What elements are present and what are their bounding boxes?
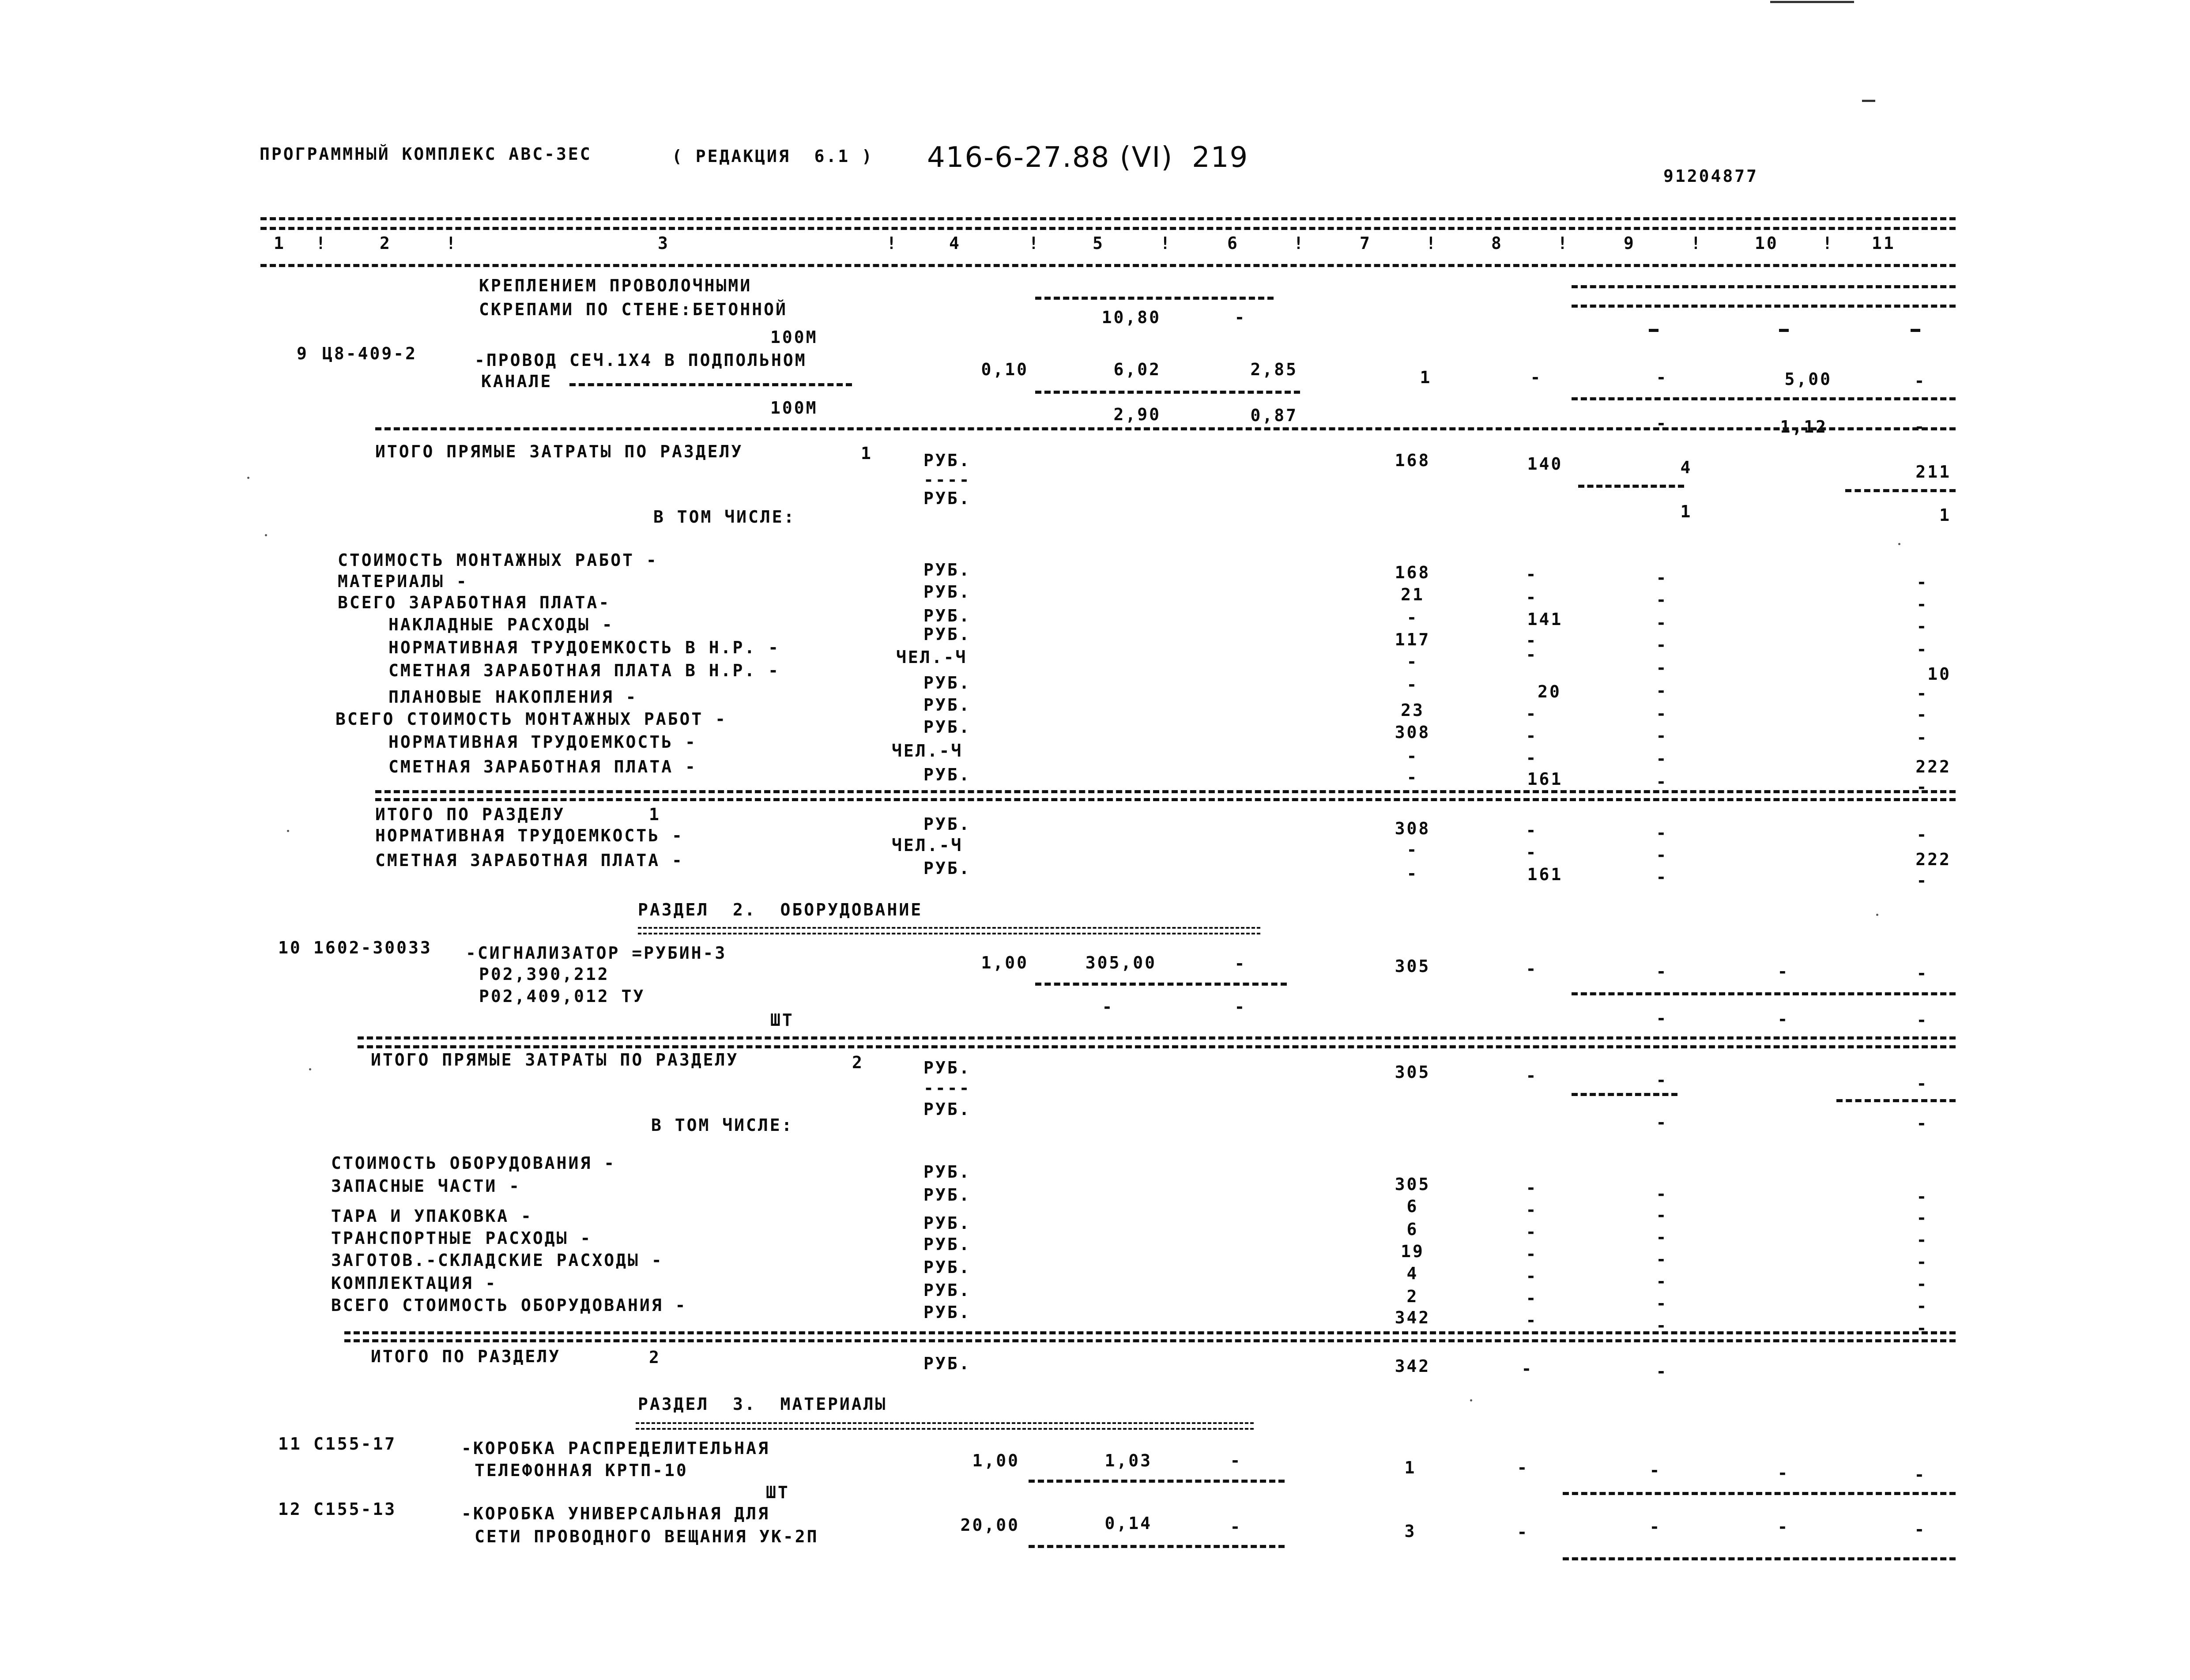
- breakdown-col7: 4: [1406, 1264, 1419, 1283]
- section2-direct-col11: -: [1916, 1074, 1929, 1093]
- item12-number: 12: [278, 1499, 302, 1519]
- item11-description-line1: -КОРОБКА РАСПРЕДЕЛИТЕЛЬНАЯ: [461, 1439, 770, 1458]
- item10-price-rule: [1035, 983, 1287, 986]
- column-header-4: 4: [949, 234, 961, 253]
- item10-right-rule: [1572, 992, 1956, 995]
- section1-direct-col11-b: 1: [1939, 505, 1951, 525]
- section1-including-label: В ТОМ ЧИСЛЕ:: [653, 507, 796, 527]
- project-code: 416-6-27.88 (VI): [927, 141, 1173, 174]
- breakdown-col11: -: [1916, 1187, 1929, 1206]
- total-col7: -: [1406, 840, 1419, 859]
- section1-direct-unit: РУБ.: [923, 451, 971, 470]
- breakdown-label: СТОИМОСТЬ ОБОРУДОВАНИЯ -: [331, 1153, 616, 1173]
- breakdown-col9: -: [1656, 1316, 1668, 1335]
- item9-sub5: 2,90: [1113, 405, 1161, 424]
- column-header-sep: !: [1822, 234, 1834, 253]
- item12-code: С155-13: [313, 1499, 397, 1519]
- breakdown-col7: -: [1406, 608, 1419, 627]
- item10-description-line2: Р02,390,212: [479, 964, 610, 984]
- column-header-7: 7: [1360, 234, 1372, 253]
- program-title: ПРОГРАММНЫЙ КОМПЛЕКС АВС-3ЕС: [260, 144, 592, 164]
- item10-col11: -: [1916, 964, 1929, 983]
- breakdown-col9: -: [1656, 1250, 1668, 1269]
- total-col7: 308: [1395, 819, 1431, 838]
- section2-total-unit: РУБ.: [923, 1354, 971, 1373]
- total-label: НОРМАТИВНАЯ ТРУДОЕМКОСТЬ -: [375, 826, 684, 845]
- breakdown-col8: -: [1526, 631, 1538, 650]
- breakdown-col7: 19: [1401, 1242, 1425, 1261]
- breakdown-col8: -: [1526, 1266, 1538, 1286]
- item8-col6: -: [1234, 308, 1247, 327]
- column-header-11: 11: [1872, 234, 1896, 253]
- total-unit: РУБ.: [923, 814, 971, 834]
- breakdown-col11: -: [1916, 1230, 1929, 1250]
- section3-title-underline: [636, 1422, 1254, 1430]
- item11-price-rule: [1029, 1480, 1285, 1483]
- item12-description-line1: -КОРОБКА УНИВЕРСАЛЬНАЯ ДЛЯ: [461, 1504, 770, 1523]
- breakdown-col8: 161: [1527, 769, 1563, 789]
- breakdown-label: СМЕТНАЯ ЗАРАБОТНАЯ ПЛАТА -: [388, 757, 697, 776]
- table-top-rule-2: [260, 227, 1956, 230]
- section2-direct-col9-b: -: [1656, 1113, 1668, 1132]
- item11-col7: 1: [1404, 1458, 1417, 1477]
- item10-sub6: -: [1234, 997, 1247, 1017]
- item9-right-rule: [1572, 397, 1956, 400]
- item10-sub9: -: [1656, 1009, 1668, 1028]
- section2-title: РАЗДЕЛ 2. ОБОРУДОВАНИЕ: [638, 900, 923, 919]
- breakdown-label: ВСЕГО СТОИМОСТЬ МОНТАЖНЫХ РАБОТ -: [335, 709, 727, 729]
- section2-direct-col7: 305: [1395, 1062, 1431, 1082]
- breakdown-col9: -: [1656, 1184, 1668, 1204]
- item9-code: Ц8-409-2: [322, 344, 418, 363]
- breakdown-col9: -: [1656, 658, 1668, 678]
- item10-col9: -: [1656, 962, 1668, 981]
- item12-description-line2: СЕТИ ПРОВОДНОГО ВЕЩАНИЯ УК-2П: [475, 1527, 819, 1546]
- breakdown-col11: -: [1916, 1318, 1929, 1338]
- item11-price: 1,03: [1104, 1451, 1152, 1470]
- section2-direct-top-rule-2: [358, 1045, 1956, 1048]
- total-col9: -: [1656, 823, 1668, 843]
- section2-direct-number: 2: [852, 1053, 864, 1072]
- column-header-sep: !: [1557, 234, 1569, 253]
- section2-direct-top-rule: [358, 1036, 1956, 1040]
- item8-col9-dash: [1649, 329, 1659, 332]
- section3-title: РАЗДЕЛ 3. МАТЕРИАЛЫ: [638, 1394, 887, 1414]
- breakdown-col7: 305: [1395, 1175, 1431, 1194]
- item11-unit: ШТ: [766, 1483, 790, 1502]
- item10-col8: -: [1526, 959, 1538, 979]
- breakdown-col7: 117: [1395, 630, 1431, 649]
- breakdown-label: СТОИМОСТЬ МОНТАЖНЫХ РАБОТ -: [338, 550, 658, 570]
- total-col8: -: [1526, 821, 1538, 840]
- item12-right-rule: [1563, 1557, 1956, 1560]
- breakdown-col9: -: [1656, 1228, 1668, 1247]
- section2-total-col9: -: [1656, 1362, 1668, 1381]
- breakdown-unit: РУБ.: [923, 606, 971, 625]
- item9-col9: -: [1656, 368, 1668, 387]
- column-header-5: 5: [1093, 234, 1104, 253]
- breakdown-unit: РУБ.: [923, 1185, 971, 1205]
- breakdown-unit: ЧЕЛ.-Ч: [892, 741, 963, 761]
- total-col9: -: [1656, 845, 1668, 865]
- column-header-sep: !: [446, 234, 458, 253]
- column-header-8: 8: [1491, 234, 1503, 253]
- section1-direct-col11: 211: [1915, 462, 1951, 482]
- column-header-3: 3: [658, 234, 670, 253]
- total-unit: РУБ.: [923, 859, 971, 878]
- scan-speck: [1470, 1399, 1472, 1401]
- item8-unit-price: 10,80: [1101, 308, 1161, 327]
- top-right-mark: [1862, 100, 1875, 102]
- item9-price: 6,02: [1113, 360, 1161, 379]
- item11-number: 11: [278, 1434, 302, 1454]
- breakdown-col8: -: [1526, 1288, 1538, 1308]
- breakdown-unit: РУБ.: [923, 765, 971, 784]
- item12-qty: 20,00: [960, 1515, 1020, 1535]
- breakdown-label: НАКЛАДНЫЕ РАСХОДЫ -: [388, 615, 614, 634]
- breakdown-col8: -: [1526, 748, 1538, 768]
- breakdown-unit: РУБ.: [923, 1235, 971, 1254]
- scan-speck: [309, 1068, 311, 1070]
- section2-total-top-rule-2: [344, 1339, 1956, 1342]
- section1-total-top-rule-2: [375, 798, 1956, 801]
- item10-col6: -: [1234, 954, 1247, 973]
- section2-total-number: 2: [649, 1348, 661, 1367]
- breakdown-unit: РУБ.: [923, 717, 971, 737]
- section1-direct-col9-b: 1: [1680, 502, 1692, 521]
- column-header-sep: !: [1160, 234, 1172, 253]
- section1-direct-col9-rule: [1578, 485, 1684, 488]
- section1-total-top-rule: [375, 790, 1956, 793]
- column-header-10: 10: [1755, 234, 1779, 253]
- section2-total-col8: -: [1521, 1359, 1534, 1379]
- breakdown-col7: 21: [1401, 585, 1425, 604]
- breakdown-col8: -: [1526, 1178, 1538, 1198]
- item12-col10: -: [1777, 1517, 1790, 1537]
- breakdown-col8: -: [1526, 1222, 1538, 1242]
- item11-col6: -: [1230, 1451, 1242, 1470]
- breakdown-label: СМЕТНАЯ ЗАРАБОТНАЯ ПЛАТА В Н.Р. -: [388, 661, 780, 680]
- column-header-sep: !: [1691, 234, 1703, 253]
- item9-sub10: 1,12: [1780, 417, 1828, 437]
- section2-total-col7: 342: [1395, 1356, 1431, 1376]
- breakdown-col7: 308: [1395, 723, 1431, 742]
- section2-title-underline: [638, 927, 1260, 934]
- item11-description-line2: ТЕЛЕФОННАЯ КРТП-10: [475, 1461, 688, 1480]
- item10-number: 10: [278, 938, 302, 957]
- breakdown-col11: -: [1916, 684, 1929, 703]
- breakdown-unit: РУБ.: [923, 673, 971, 693]
- item10-unit: ШТ: [770, 1010, 794, 1030]
- item12-price: 0,14: [1104, 1514, 1152, 1533]
- breakdown-label: ВСЕГО СТОИМОСТЬ ОБОРУДОВАНИЯ -: [331, 1296, 687, 1315]
- column-header-9: 9: [1624, 234, 1636, 253]
- breakdown-col9: -: [1656, 635, 1668, 655]
- breakdown-col7: -: [1406, 746, 1419, 766]
- breakdown-col11: -: [1916, 705, 1929, 724]
- breakdown-col8: 20: [1538, 682, 1561, 701]
- breakdown-col9: -: [1656, 1294, 1668, 1313]
- breakdown-col11: -: [1916, 777, 1929, 797]
- item12-price-rule: [1029, 1545, 1285, 1548]
- item9-sub9: -: [1656, 414, 1668, 433]
- breakdown-label: ВСЕГО ЗАРАБОТНАЯ ПЛАТА-: [338, 593, 611, 612]
- breakdown-col7: 2: [1406, 1287, 1419, 1306]
- section1-direct-col8: 140: [1527, 454, 1563, 474]
- table-top-rule: [260, 217, 1956, 220]
- document-number: 91204877: [1663, 166, 1759, 186]
- section2-total-label: ИТОГО ПО РАЗДЕЛУ: [371, 1347, 561, 1366]
- item11-right-rule: [1563, 1492, 1956, 1495]
- total-col8: 161: [1527, 865, 1563, 884]
- item8-right-rule: [1572, 305, 1956, 308]
- item12-col11: -: [1914, 1520, 1926, 1539]
- edition-label: ( РЕДАКЦИЯ 6.1 ): [672, 147, 874, 166]
- breakdown-unit: РУБ.: [923, 560, 971, 580]
- item12-col7: 3: [1404, 1522, 1417, 1541]
- item9-sub11: -: [1914, 417, 1926, 437]
- breakdown-unit: РУБ.: [923, 695, 971, 715]
- column-header-sep: !: [1426, 234, 1438, 253]
- breakdown-col8: -: [1526, 588, 1538, 607]
- column-header-2: 2: [380, 234, 392, 253]
- item11-col11: -: [1914, 1465, 1926, 1484]
- column-header-1: 1: [274, 234, 286, 253]
- scan-speck: [1876, 914, 1878, 916]
- breakdown-col8: -: [1526, 704, 1538, 723]
- breakdown-col7: 168: [1395, 563, 1431, 582]
- breakdown-unit: РУБ.: [923, 582, 971, 602]
- section1-direct-dash: ----: [923, 470, 971, 490]
- breakdown-col9: -: [1656, 772, 1668, 791]
- section2-direct-col11-rule: [1836, 1099, 1956, 1102]
- breakdown-col7: -: [1406, 768, 1419, 787]
- item8-price-rule: [1035, 297, 1274, 300]
- item11-code: С155-17: [313, 1434, 397, 1454]
- item9-leader-rule: [569, 383, 852, 386]
- breakdown-col11: -: [1916, 595, 1929, 614]
- item12-col6: -: [1230, 1517, 1242, 1537]
- total-col11: -: [1916, 871, 1929, 890]
- item10-qty: 1,00: [981, 953, 1029, 972]
- item10-sub11: -: [1916, 1010, 1929, 1030]
- breakdown-col11: -: [1916, 617, 1929, 636]
- breakdown-unit: ЧЕЛ.-Ч: [896, 648, 968, 667]
- item9-description-line1: -ПРОВОД СЕЧ.1Х4 В ПОДПОЛЬНОМ: [475, 350, 807, 370]
- scan-speck: [265, 534, 267, 536]
- breakdown-col8: -: [1526, 565, 1538, 584]
- breakdown-col7: 342: [1395, 1308, 1431, 1327]
- item9-price-rule: [1035, 391, 1300, 394]
- breakdown-label: ЗАПАСНЫЕ ЧАСТИ -: [331, 1176, 521, 1196]
- breakdown-unit: РУБ.: [923, 1281, 971, 1300]
- top-edge-rule: [1770, 1, 1854, 3]
- item10-col7: 305: [1395, 957, 1431, 976]
- breakdown-label: МАТЕРИАЛЫ -: [338, 572, 468, 591]
- breakdown-label: ЗАГОТОВ.-СКЛАДСКИЕ РАСХОДЫ -: [331, 1251, 663, 1270]
- item9-unit: 100М: [770, 398, 818, 418]
- breakdown-col9: -: [1656, 1205, 1668, 1225]
- item9-col8: -: [1530, 368, 1542, 387]
- breakdown-col7: -: [1406, 652, 1419, 671]
- item8-upper-rule: [1572, 285, 1956, 288]
- item11-col10: -: [1777, 1463, 1790, 1483]
- section1-total-number: 1: [649, 805, 661, 824]
- section1-direct-number: 1: [861, 444, 873, 463]
- item11-col9: -: [1649, 1461, 1662, 1480]
- breakdown-col8: -: [1526, 726, 1538, 746]
- breakdown-col11: -: [1916, 1208, 1929, 1228]
- item9-description-line2: КАНАЛЕ: [481, 372, 553, 391]
- breakdown-label: ТРАНСПОРТНЫЕ РАСХОДЫ -: [331, 1228, 592, 1248]
- breakdown-col11: -: [1916, 1296, 1929, 1316]
- breakdown-col9: -: [1656, 568, 1668, 588]
- item9-qty: 0,10: [981, 360, 1029, 379]
- scan-speck: [287, 830, 289, 832]
- breakdown-label: ПЛАНОВЫЕ НАКОПЛЕНИЯ -: [388, 687, 638, 707]
- breakdown-col7: -: [1406, 675, 1419, 694]
- item12-col8: -: [1517, 1522, 1529, 1542]
- breakdown-label: КОМПЛЕКТАЦИЯ -: [331, 1273, 498, 1293]
- item8-unit: 100М: [770, 328, 818, 347]
- item9-col7: 1: [1420, 368, 1432, 387]
- breakdown-unit: РУБ.: [923, 1258, 971, 1277]
- breakdown-col7: 6: [1406, 1220, 1419, 1239]
- section2-direct-col9-rule: [1572, 1093, 1677, 1096]
- breakdown-col11: 222: [1915, 757, 1951, 776]
- item10-price: 305,00: [1085, 953, 1157, 972]
- scan-speck: [1898, 543, 1900, 545]
- item8-col11-dash: [1911, 329, 1920, 332]
- section1-total-label: ИТОГО ПО РАЗДЕЛУ: [375, 805, 565, 824]
- breakdown-unit: РУБ.: [923, 1213, 971, 1233]
- item12-col9: -: [1649, 1517, 1662, 1537]
- section1-direct-col11-rule: [1845, 489, 1956, 492]
- column-header-bottom-rule: [260, 264, 1956, 267]
- section2-direct-col8: -: [1526, 1066, 1538, 1085]
- total-col7: -: [1406, 864, 1419, 883]
- item9-sub6: 0,87: [1250, 406, 1298, 425]
- item8-col10-dash: [1779, 329, 1789, 332]
- item10-description-line1: -СИГНАЛИЗАТОР =РУБИН-3: [466, 943, 727, 963]
- breakdown-col9: -: [1656, 681, 1668, 701]
- breakdown-unit: РУБ.: [923, 1162, 971, 1182]
- total-col11: 222: [1915, 850, 1951, 869]
- total-col11: -: [1916, 825, 1929, 844]
- column-header-6: 6: [1227, 234, 1239, 253]
- breakdown-col8: 141: [1527, 610, 1563, 629]
- item10-sub5: -: [1102, 997, 1114, 1017]
- breakdown-label: НОРМАТИВНАЯ ТРУДОЕМКОСТЬ -: [388, 732, 697, 752]
- item8-description-line2: СКРЕПАМИ ПО СТЕНЕ:БЕТОННОЙ: [479, 300, 788, 319]
- section2-direct-dash: ----: [923, 1078, 971, 1098]
- breakdown-label: ТАРА И УПАКОВКА -: [331, 1206, 533, 1226]
- breakdown-col11: -: [1916, 1274, 1929, 1294]
- section2-direct-label: ИТОГО ПРЯМЫЕ ЗАТРАТЫ ПО РАЗДЕЛУ: [371, 1050, 739, 1070]
- breakdown-col9: -: [1656, 613, 1668, 633]
- item10-col10: -: [1777, 962, 1790, 981]
- section2-total-top-rule: [344, 1331, 1956, 1334]
- total-col8: -: [1526, 843, 1538, 862]
- breakdown-col8: -: [1526, 1200, 1538, 1220]
- section2-direct-unit-2: РУБ.: [923, 1100, 971, 1119]
- section1-direct-label: ИТОГО ПРЯМЫЕ ЗАТРАТЫ ПО РАЗДЕЛУ: [375, 442, 743, 461]
- breakdown-col9: -: [1656, 749, 1668, 768]
- total-label: СМЕТНАЯ ЗАРАБОТНАЯ ПЛАТА -: [375, 851, 684, 870]
- item10-code: 1602-30033: [313, 938, 432, 957]
- section2-direct-col9: -: [1656, 1070, 1668, 1090]
- item9-col6: 2,85: [1250, 360, 1298, 379]
- section2-direct-unit: РУБ.: [923, 1058, 971, 1077]
- breakdown-col9: -: [1656, 726, 1668, 746]
- breakdown-col8: -: [1526, 645, 1538, 664]
- column-header-sep: !: [886, 234, 898, 253]
- item10-sub10: -: [1777, 1010, 1790, 1029]
- breakdown-col11: -: [1916, 728, 1929, 747]
- item8-description-line1: КРЕПЛЕНИЕМ ПРОВОЛОЧНЫМИ: [479, 276, 752, 295]
- item10-description-line3: Р02,409,012 ТУ: [479, 987, 645, 1006]
- item11-qty: 1,00: [972, 1451, 1020, 1470]
- scan-speck: [247, 477, 249, 479]
- breakdown-col11: -: [1916, 1252, 1929, 1272]
- item9-col11: -: [1914, 371, 1926, 391]
- total-unit: ЧЕЛ.-Ч: [892, 836, 963, 855]
- breakdown-col11: -: [1916, 640, 1929, 659]
- total-col9: -: [1656, 867, 1668, 887]
- breakdown-col11: 10: [1927, 664, 1951, 684]
- column-header-sep: !: [316, 234, 328, 253]
- breakdown-col7: 6: [1406, 1197, 1419, 1216]
- breakdown-col9: -: [1656, 704, 1668, 723]
- section2-including-label: В ТОМ ЧИСЛЕ:: [651, 1115, 794, 1135]
- section1-direct-unit-2: РУБ.: [923, 489, 971, 508]
- breakdown-unit: РУБ.: [923, 625, 971, 644]
- column-header-sep: !: [1029, 234, 1040, 253]
- breakdown-label: НОРМАТИВНАЯ ТРУДОЕМКОСТЬ В Н.Р. -: [388, 638, 780, 657]
- section2-direct-col11-b: -: [1916, 1114, 1929, 1133]
- item9-number: 9: [297, 344, 309, 363]
- breakdown-unit: РУБ.: [923, 1303, 971, 1322]
- breakdown-col8: -: [1526, 1311, 1538, 1330]
- section1-direct-col7: 168: [1395, 451, 1431, 470]
- breakdown-col9: -: [1656, 590, 1668, 610]
- breakdown-col8: -: [1526, 1244, 1538, 1264]
- item11-col8: -: [1517, 1458, 1529, 1477]
- section1-direct-col9: 4: [1680, 458, 1692, 477]
- breakdown-col9: -: [1656, 1272, 1668, 1291]
- item9-col10: 5,00: [1784, 369, 1832, 389]
- section1-direct-top-rule: [375, 427, 1956, 430]
- breakdown-col11: -: [1916, 573, 1929, 592]
- breakdown-col7: 23: [1401, 701, 1425, 720]
- column-header-sep: !: [1293, 234, 1305, 253]
- page-number: 219: [1192, 141, 1249, 174]
